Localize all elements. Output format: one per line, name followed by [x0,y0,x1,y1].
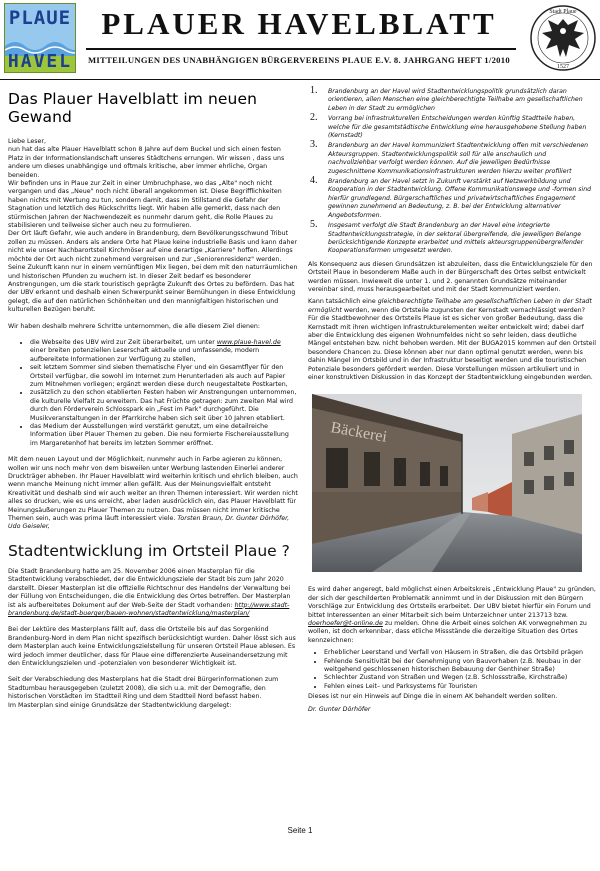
author-signature: Dr. Gunter Dörhöfer [308,705,371,713]
logo-word-top: PLAUE [8,7,72,29]
working-group-text: zu melden. Ohne die Arbeit eines solchen AK vorwegnehmen zu wollen, ist doch erkennbar, dass etliche Missstände die derzeitige Situation des Ortes kennzeichnen: [308,620,587,644]
list-item: • zusätzlich zu den schon etablierten Festen haben wir Anstrengungen unternommen, die kulturelle Vielfalt zu erweitern. Das hat Früchte getragen: zum zweiten Mal wird durch den Förderverein Schlosspark ein „Fest im Park" durchgeführt. Die Musikveranstaltungen in der Pfarrkirche haben sich seit über 10 Jahren etabliert. [30,389,298,423]
list-item: • Erheblicher Leerstand und Verfall von Häusern in Straßen, die das Ortsbild prägen [324,649,596,657]
list-number: 2. [310,112,318,124]
districts-paragraph: Bei der Lektüre des Masterplans fällt auf, dass die Ortsteile bis auf das Sorgenkind Brandenburg-Nord in dem Plan nicht spezifisch berücksichtigt wurden. Daher lösst sich aus dem Masterplan auch keine Entwicklungszielstellung für unseren Ortsteil Plaue ablesen. Es wird jedoch immer deutlicher, dass für Plaue eine differenzierte Auseinandersetzung mit den Entwicklungszielen und -potenzialen von besonderer Wichtigkeit ist. [8,626,296,667]
list-item [30,339,298,364]
list-item: • das Medium der Ausstellungen wird verstärkt genutzt, um eine detailreiche Information über Plauer Themen zu geben. Die neu formierte Fischereiausstellung im Margaretenhof hat bereits im letzten Sommer eröffnet. [30,423,298,448]
list-number: 5. [310,219,318,231]
article-heading-urban-development: Stadtentwicklung im Ortsteil Plaue ? [8,541,290,560]
masterplan-link[interactable]: http://www.stadt-brandenburg.de/stadt-buerger/bauen-wohnen/stadtentwicklung/masterplan/ [8,601,290,617]
bakery-sign: Bäckerei [329,419,389,447]
logo-word-bottom: HAVEL [7,51,73,72]
steps-intro: Wir haben deshalb mehrere Schritte unternommen, die alle diesem Ziel dienen: [8,322,260,330]
consequence-paragraph: Als Konsequenz aus diesen Grundsätzen ist abzuleiten, dass die Entwicklungsziele für den Ortsteil Plaue in besonderem Maße auch in der Bürgerschaft des Ortes selbst entwickelt werden müssen. Inwieweit die unter 1. und 2. genannten Grundsätze miteinander vereinbar sind, muss herausgearbeitet und mit der Stadt kommuniziert werden. [308,260,593,293]
principles-intro: Seit der Verabschiedung des Masterplans hat die Stadt drei Bürgerinformationen zum Stadtumbau herausgegeben (zuletzt 2008), die sich u.a. mit der Demografie, den historischen Vorstädten im Stadtteil Ring und dem Stadtteil Nord befasst haben. Im Masterplan sind einige Grundsätze der Stadtentwicklung dargelegt: [8,676,279,709]
closing-text: Mit dem neuen Layout und der Möglichkeit, nunmehr auch in Farbe agieren zu können, wollen wir uns noch mehr von dem bisweilen unter Werbung lastenden Einerlei anderer Druckträger abheben. Ihr Plauer Havelblatt wird weiterhin kritisch und ehrlich bleiben, auch wenn manche Meinung nicht immer allen gefällt. Aus der Meinungsvielfalt entsteht Kreativität und deshalb sind wir auch weiter an Ihren Themen interessiert. Wir werden nicht alles so drucken, wie es uns erreicht, aber laden ausdrücklich ein, das Plauer Havelblatt für Meinungsäußerungen zu Plauer Themen zu nutzen. Das müssen nicht immer kritische Themen sein, auch was prima läuft interessiert viele. [8,456,298,523]
left-column [8,88,298,718]
participation-emphasis: gleichberechtigte Teilhabe am gesellschaftlichen Leben in der Stadt ermöglicht [308,298,592,314]
list-item [308,219,596,256]
list-item: • seit letztem Sommer sind sieben thematische Flyer und ein Gesamtflyer für den Ortsteil verfügbar, die sowohl im Internet zum Herunterladen als auch auf Papier zum Mitnehmen vorliegen; ergänzt werden diese durch neugestaltete Postkarten, [30,364,298,389]
principle-text: Brandenburg an der Havel wird Stadtentwicklungspolitik grundsätzlich daran orientieren, allen Menschen eine gleichberechtigte Teilhabe am gesellschaftlichen Leben in der Stadt zu ermöglichen [328,88,583,112]
working-group-text: Es wird daher angeregt, bald möglichst einen Arbeitskreis „Entwicklung Plaue" zu gründen, der sich der geschilderten Problematik annimmt und in der Diskussion mit den Bürgern Vorschläge zur Entwicklung des Ortsteils erarbeitet. Der UBV bietet hierfür ein Forum und bittet Interessenten an einer Mitarbeit sich beim Unterzeichner unter 213713 bzw. [308,586,596,619]
crest-year-text: 1527 [557,64,569,70]
masterplan-paragraph [8,568,298,618]
bullet-text: einer breiten potenziellen Leserschaft aktuelle und umfassende, modern aufbereitete Informationen zur Verfügung zu stellen, [30,347,260,363]
list-item: • Fehlen eines Leit– und Parksystems für Touristen [324,683,596,691]
town-crest-icon [530,3,596,73]
list-item [308,139,596,176]
contact-email-link[interactable]: doerhoefer@t-online.de [308,620,383,628]
bullet-text: die Webseite des UBV wird zur Zeit überarbeitet, um unter [30,338,217,346]
principle-text: Vorrang bei infrastrukturellen Entscheidungen werden künftig Stadtteile haben, welche für die gesamtstädtische Entwicklung eine herausgehobene Stellung haben (Kernstadt) [328,115,587,140]
crest-top-text: Stadt Plaue [549,9,577,15]
principle-text: Brandenburg an der Havel setzt in Zukunft verstärkt auf Netzwerkbildung und Kooperation in der Stadtentwicklung. Offene Kommunikationswege und -formen sind hierfür grundlegend. Bürgerschaftliches und privatwirtschaftliches Engagement gewinnen zunehmend an Bedeutung, z. B. bei der Entwicklung alternativer Angebotsformen. [328,178,592,219]
steps-list [8,339,298,448]
list-item [308,175,596,220]
article-heading-new-look: Das Plauer Havelblatt im neuen Gewand [8,90,258,126]
issues-list [308,649,596,691]
newspaper-subtitle: MITTEILUNGEN DES UNABHÄNGIGEN BÜRGERVEREINS PLAUE E.V. 8. JAHRGANG HEFT 1/2010 [88,55,510,65]
principle-text: Insgesamt verfolgt die Stadt Brandenburg an der Havel eine integrierte Stadtentwicklungsstrategie, in der sektoral übergreifende, die jeweiligen Belange berücksichtigende Konzepte erarbeitet und mittels akteursgruppenübergreifender Kooperationsformen umgesetzt werden. [328,222,584,255]
list-item: • Fehlende Sensitivität bei der Genehmigung von Bauvorhaben (z.B. Neubau in der weitgehend geschlossenen historischen Bebauung der Genthiner Straße) [324,658,596,675]
street-photo [312,394,582,572]
ak-note: Dieses ist nur ein Hinweis auf Dinge die in einem AK behandelt werden sollten. [308,693,558,701]
working-group-paragraph [308,586,596,645]
right-column [308,85,596,713]
plaue-havel-logo [4,3,76,73]
closing-signature: Torsten Braun, Dr. Gunter Dörhöfer, Udo Geiseler, [8,515,290,531]
principles-list [308,85,596,256]
page-number: Seite 1 [287,826,313,835]
list-number: 1. [310,85,318,96]
participation-text: Kann tatsächlich eine [308,298,378,306]
participation-paragraph [308,298,596,382]
principle-text: Brandenburg an der Havel kommuniziert Stadtentwicklung offen mit verschiedenen Akteursgruppen. Stadtentwicklungspolitik soll für alle anschaulich und nachvollziehbar verfolgt werden können. Auf die jeweiligen Bedürfnisse zugeschnittene Kommunikationsinfrastrukturen werden hierzu weiter profiliert [328,142,589,175]
participation-text: werden, wenn die Ortsteile zugunsten der Kernstadt vernachlässigt werden? Für die Stadtbewohner des Ortsteils Plaue ist es sicher von großer Bedeutung, dass die Kernstadt mit ihren wichtigen Infrastrukturelementen weiter entwickelt wird; dabei darf aber die Entwicklung des eigenen Wohnumfeldes nicht so sehr leiden, dass deutliche Mängel entstehen bzw. nicht behoben werden. Mit der BUGA2015 kommen auf den Ortsteil besondere Chancen zu. Diese können aber nur dann optimal genutzt werden, wenn bis dahin Mängel im Ortsbild und in der Infrastruktur beseitigt werden und die touristischen Potenziale besonders gefördert werden. Diese Vorstellungen müssen artikuliert und in einer konstruktiven Diskussion in das Konzept der Stadtentwicklung eingebunden werden. [308,306,596,381]
list-number: 3. [310,139,318,151]
list-item [308,112,596,140]
list-number: 4. [310,175,318,187]
list-item [308,85,596,113]
title-rule [86,48,516,50]
website-link[interactable]: www.plaue-havel.de [216,338,281,346]
newspaper-title: PLAUER HAVELBLATT [101,6,497,41]
closing-paragraph [8,456,298,532]
intro-paragraph: Liebe Leser, nun hat das alte Plauer Havelblatt schon 8 Jahre auf dem Buckel und sich einen festen Platz in der Informationslandschaft unseres Städtchens errungen. Wir wissen , dass uns andere um dieses unabhängige und oftmals kritische, aber immer ehrliche, Organ beneiden. Wir befinden uns in Plaue zur Zeit in einer Umbruchphase, wo das „Alte" noch nicht vergangen und das „Neue" noch nicht überall angekommen ist. Diese Begrifflichkeiten haben nichts mit Wertung zu tun, sondern damit, dass im Stillstand die Gefahr der Stagnation und letztlich des Rückschritts liegt. Wir haben alle gemerkt, dass nach den stürmischen Jahren der Nachwendezeit es nunmehr darum geht, die Rolle Plaues zu stabilisieren und teilweise sicher auch neu zu formulieren. Der Ort läuft Gefahr, wie auch andere in Brandenburg, dem Bevölkerungsschwund Tribut zollen zu müssen. Anders als andere Orte hat Plaue keine industrielle Basis und kann daher nicht wie unser Nachbarortsteil Kirchmöser auf eine derartige „Karriere" hoffen. Allerdings möchte der Ort auch nicht zunehmend vergreisen und zur „Seniorenresidenz" werden. Seine Zukunft kann nur in einem vernünftigen Mix liegen, bei dem mit den naturräumlichen und historischen Pfunden zu wuchern ist. In dieser Zeit bedarf es besonderer Anstrengungen, um die stark touristisch geprägte Zukunft des Ortes zu befördern. Das hat der UBV erkannt und deshalb einen Schwerpunkt seiner Bemühungen in diese Entwicklung gelegt, die auf den natürlichen Schönheiten und den mannigfaltigen historischen und kulturellen Bezügen beruht. [8,138,298,314]
list-item: • Schlechter Zustand von Straßen und Wegen (z.B. Schlossstraße, Kirchstraße) [324,674,596,682]
header-rule [0,79,600,80]
masterplan-text: Die Stadt Brandenburg hatte am 25. November 2006 einen Masterplan für die Stadtentwicklung verabschiedet, der die Entwicklungsziele der Stadt bis zum Jahr 2020 darstellt. Dieser Masterplan ist die offizielle Richtschnur des Handelns der Verwaltung bei der Füllung von Entscheidungen, die die Entwicklung des Ortes betreffen. Der Masterplan ist als aufbereitetes Dokument auf der Web-Seite der Stadt vorhanden: [8,567,291,609]
